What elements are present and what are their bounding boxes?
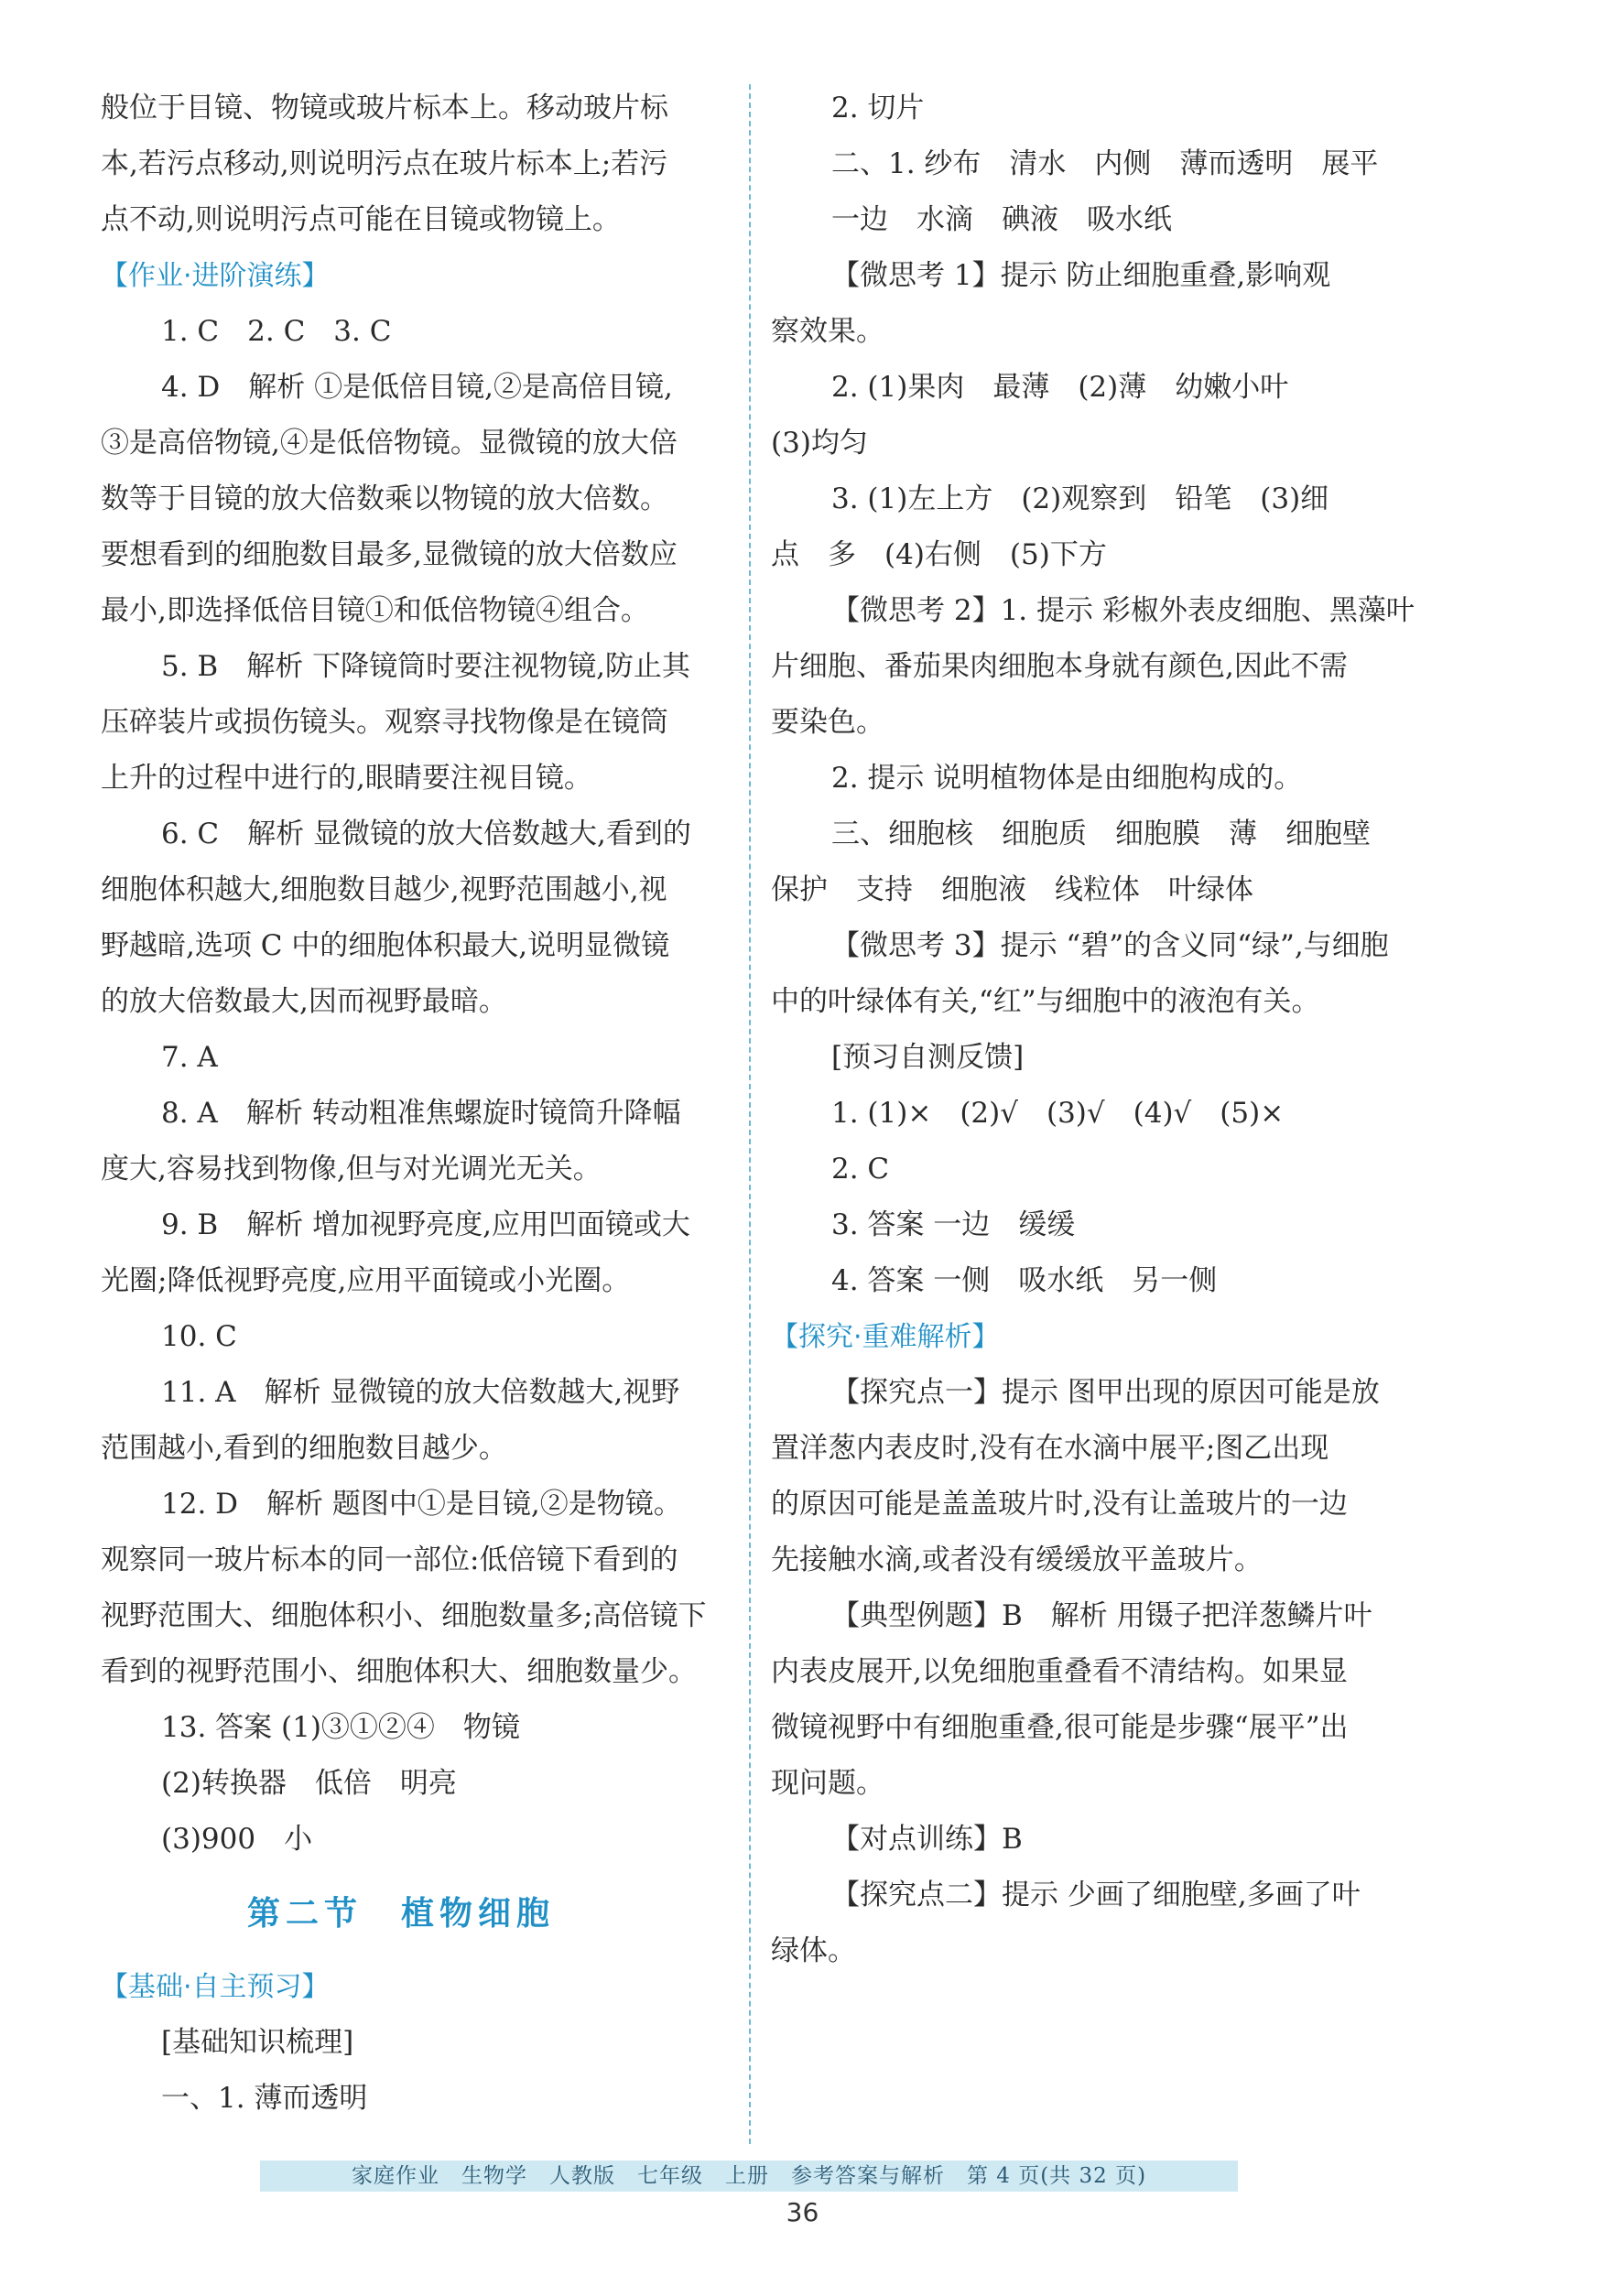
text-line: 本,若污点移动,则说明污点在玻片标本上;若污 (101, 147, 668, 180)
answer-line: 【探究点二】提示 少画了细胞壁,多画了叶 (831, 1879, 1361, 1912)
answer-line: 2. 提示 说明植物体是由细胞构成的。 (831, 762, 1303, 795)
answer-line: 3. (1)左上方 (2)观察到 铅笔 (3)细 (831, 482, 1329, 515)
think-note: 【微思考 1】提示 防止细胞重叠,影响观 (831, 259, 1331, 292)
text-line: 片细胞、番茄果肉细胞本身就有颜色,因此不需 (771, 650, 1348, 683)
answer-line: 6. C 解析 显微镜的放大倍数越大,看到的 (161, 818, 691, 850)
text-line: 保护 支持 细胞液 线粒体 叶绿体 (771, 873, 1253, 906)
answer-line: 一、1. 薄而透明 (161, 2082, 368, 2115)
text-line: 最小,即选择低倍目镜①和低倍物镜④组合。 (101, 594, 649, 627)
text-line: 般位于目镜、物镜或玻片标本上。移动玻片标 (101, 92, 668, 125)
answer-line: 4. 答案 一侧 吸水纸 另一侧 (831, 1264, 1218, 1297)
text-line: 先接触水滴,或者没有缓缓放平盖玻片。 (771, 1543, 1263, 1576)
text-line: 内表皮展开,以免细胞重叠看不清结构。如果显 (771, 1655, 1348, 1688)
text-line: 细胞体积越大,细胞数目越少,视野范围越小,视 (101, 873, 667, 906)
think-note: 【微思考 3】提示 “碧”的含义同“绿”,与细胞 (831, 929, 1389, 962)
answer-line: 2. C (831, 1153, 890, 1186)
section-title: 第二节 植物细胞 (247, 1894, 556, 1933)
answer-line: 9. B 解析 增加视野亮度,应用凹面镜或大 (161, 1208, 690, 1241)
text-line: 要想看到的细胞数目最多,显微镜的放大倍数应 (101, 538, 678, 571)
text-line: 置洋葱内表皮时,没有在水滴中展平;图乙出现 (771, 1432, 1329, 1465)
text-line: 光圈;降低视野亮度,应用平面镜或小光圈。 (101, 1264, 631, 1297)
answer-line: 11. A 解析 显微镜的放大倍数越大,视野 (161, 1376, 680, 1409)
answer-line: 13. 答案 (1)③①②④ 物镜 (161, 1711, 520, 1744)
answer-line: 【对点训练】B (831, 1823, 1023, 1856)
column-divider (749, 84, 751, 2144)
answer-line: 【探究点一】提示 图甲出现的原因可能是放 (831, 1376, 1380, 1409)
answer-line: 10. C (161, 1320, 237, 1353)
text-line: 度大,容易找到物像,但与对光调光无关。 (101, 1153, 602, 1186)
text-line: 点不动,则说明污点可能在目镜或物镜上。 (101, 203, 621, 236)
answer-line: (3)900 小 (161, 1823, 313, 1856)
text-line: 点 多 (4)右侧 (5)下方 (771, 538, 1107, 571)
text-line: 的原因可能是盖盖玻片时,没有让盖玻片的一边 (771, 1488, 1348, 1521)
answer-line: 1. C 2. C 3. C (161, 315, 392, 348)
answer-line: 8. A 解析 转动粗准焦螺旋时镜筒升降幅 (161, 1097, 681, 1130)
text-line: 数等于目镜的放大倍数乘以物镜的放大倍数。 (101, 482, 668, 515)
text-line: 上升的过程中进行的,眼睛要注视目镜。 (101, 762, 592, 795)
section-header-advanced-practice: 【作业·进阶演练】 (101, 260, 330, 292)
answer-line: (2)转换器 低倍 明亮 (161, 1767, 457, 1800)
text-line: 压碎装片或损伤镜头。观察寻找物像是在镜筒 (101, 706, 668, 739)
text-line: 范围越小,看到的细胞数目越少。 (101, 1432, 507, 1465)
footer-bar: 家庭作业 生物学 人教版 七年级 上册 参考答案与解析 第 4 页(共 32 页) (260, 2161, 1238, 2192)
text-line: 要染色。 (771, 706, 884, 739)
answer-line: 2. 切片 (831, 92, 925, 125)
think-note: 【微思考 2】1. 提示 彩椒外表皮细胞、黑藻叶 (831, 594, 1415, 627)
answer-line: 一边 水滴 碘液 吸水纸 (831, 203, 1172, 236)
text-line: 野越暗,选项 C 中的细胞体积最大,说明显微镜 (101, 929, 670, 962)
text-line: 视野范围大、细胞体积小、细胞数量多;高倍镜下 (101, 1599, 707, 1632)
answer-line: 三、细胞核 细胞质 细胞膜 薄 细胞壁 (831, 818, 1371, 850)
answer-line: 1. (1)× (2)√ (3)√ (4)√ (5)× (831, 1097, 1285, 1130)
right-column (771, 81, 1415, 1979)
text-line: 绿体。 (771, 1934, 856, 1967)
answer-line: 4. D 解析 ①是低倍目镜,②是高倍目镜, (161, 371, 673, 404)
answer-line: 3. 答案 一边 缓缓 (831, 1208, 1076, 1241)
answer-line: 2. (1)果肉 最薄 (2)薄 幼嫩小叶 (831, 371, 1289, 404)
text-line: 察效果。 (771, 315, 884, 348)
answer-line: 7. A (161, 1041, 218, 1074)
text-line: 的放大倍数最大,因而视野最暗。 (101, 985, 507, 1018)
subheader-knowledge: [基础知识梳理] (161, 2026, 354, 2059)
text-line: (3)均匀 (771, 427, 868, 460)
text-line: 中的叶绿体有关,“红”与细胞中的液泡有关。 (771, 985, 1320, 1018)
text-line: 看到的视野范围小、细胞体积大、细胞数量少。 (101, 1655, 697, 1688)
answer-line: 二、1. 纱布 清水 内侧 薄而透明 展平 (831, 147, 1379, 180)
text-line: ③是高倍物镜,④是低倍物镜。显微镜的放大倍 (101, 427, 678, 460)
subheader-self-test: [预习自测反馈] (831, 1041, 1025, 1074)
text-line: 现问题。 (771, 1767, 884, 1800)
left-column (101, 81, 742, 2127)
page-number: 36 (786, 2197, 819, 2227)
section-header-basic-preview: 【基础·自主预习】 (101, 1971, 330, 2003)
section-header-explore: 【探究·重难解析】 (771, 1321, 1000, 1353)
answer-line: 5. B 解析 下降镜筒时要注视物镜,防止其 (161, 650, 690, 683)
answer-line: 【典型例题】B 解析 用镊子把洋葱鳞片叶 (831, 1599, 1372, 1632)
text-line: 微镜视野中有细胞重叠,很可能是步骤“展平”出 (771, 1711, 1349, 1744)
text-line: 观察同一玻片标本的同一部位:低倍镜下看到的 (101, 1543, 678, 1576)
answer-line: 12. D 解析 题图中①是目镜,②是物镜。 (161, 1488, 682, 1521)
